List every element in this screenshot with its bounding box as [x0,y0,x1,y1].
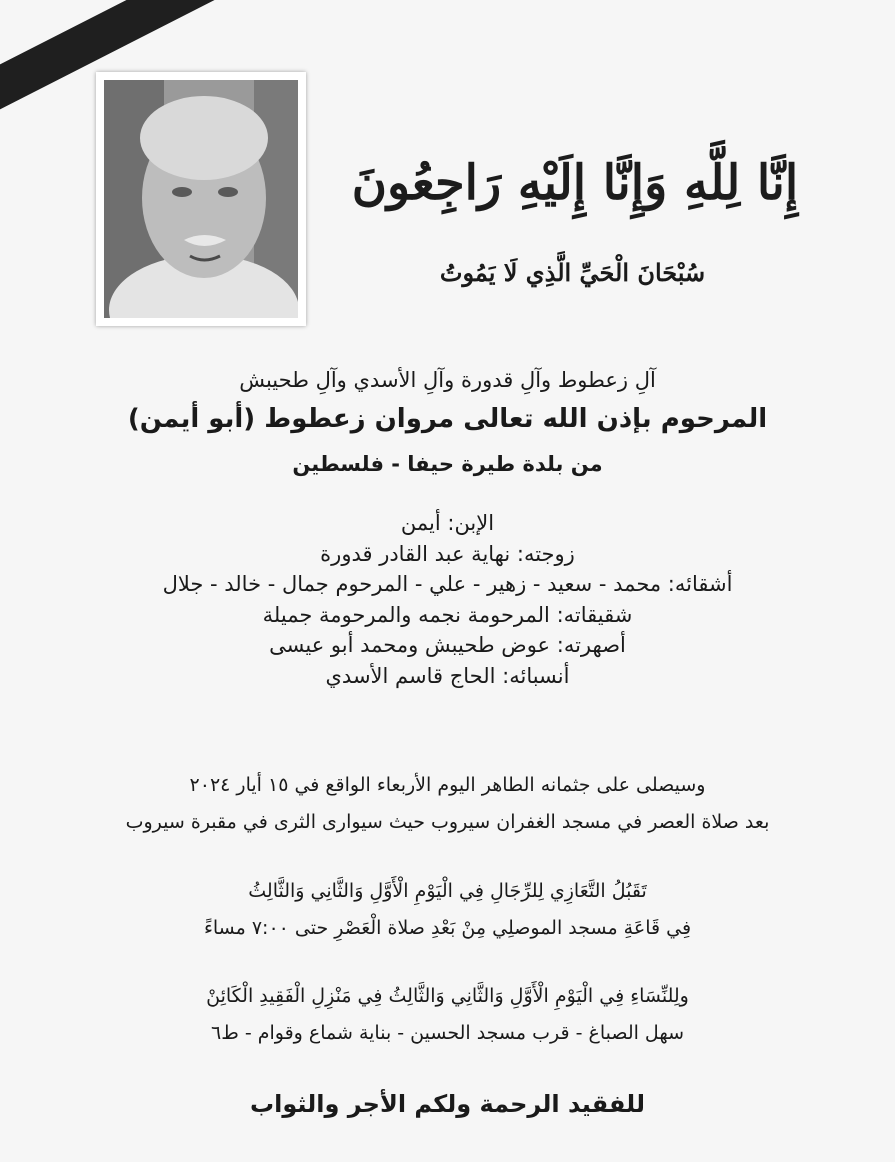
families-line: آلِ زعطوط وآلِ قدورة وآلِ الأسدي وآلِ طحيبش [239,368,656,392]
relative-in-laws: أصهرته: عوض طحيبش ومحمد أبو عيسى [269,633,626,657]
condolence-line: تَقَبُلُ التَّعَازِي لِلرِّجَالِ فِي الْيَوْمِ الْأَوَّلِ وَالثَّانِي وَالثَّالِثُ [248,880,647,902]
photo-frame [96,72,306,326]
relative-relations: أنسبائه: الحاج قاسم الأسدي [325,663,570,688]
prayer-line: بعد صلاة العصر في مسجد الغفران سيروب حيث سيوارى الثرى في مقبرة سيروب [125,811,770,833]
quran-calligraphy: إِنَّا لِلَّهِ وَإِنَّا إِلَيْهِ رَاجِعُونَ [351,155,799,211]
relative-son: الإبن: أيمن [400,511,495,535]
deceased-name: المرحوم بإذن الله تعالى مروان زعطوط (أبو أيمن) [127,404,768,434]
verse-subtitle: سُبْحَانَ الْحَيِّ الَّذِي لَا يَمُوتُ [439,258,706,287]
condolences-men [0,873,895,947]
condolence-line: فِي قَاعَةِ مسجد الموصلِي مِنْ بَعْدِ صلاة الْعَصْرِ حتى ٧:٠٠ مساءً [203,917,692,939]
condolence-line: سهل الصباغ - قرب مسجد الحسين - بناية شماع وقوام - ط٦ [211,1022,684,1044]
relative-wife: زوجته: نهاية عبد القادر قدورة [320,541,575,566]
relative-brothers: أشقائه: محمد - سعيد - زهير - علي - المرحوم جمال - خالد - جلال [162,572,733,596]
origin-line: من بلدة طيرة حيفا - فلسطين [292,452,603,476]
prayer-line: وسيصلى على جثمانه الطاهر اليوم الأربعاء الواقع في ١٥ أيار ٢٠٢٤ [189,774,706,796]
condolences-women [0,978,895,1052]
relatives-list [0,508,895,691]
closing-line: للفقيد الرحمة ولكم الأجر والثواب [250,1090,645,1118]
funeral-prayer [0,767,895,841]
condolence-line: ولِلنِّسَاءِ فِي الْيَوْمِ الْأَوَّلِ وَالثَّانِي وَالثَّالِثُ فِي مَنْزِلِ الْفَقِيدِ الْكَائِنْ [206,985,689,1007]
deceased-portrait [104,80,298,318]
relative-sisters: شقيقاته: المرحومة نجمه والمرحومة جميلة [262,602,633,627]
